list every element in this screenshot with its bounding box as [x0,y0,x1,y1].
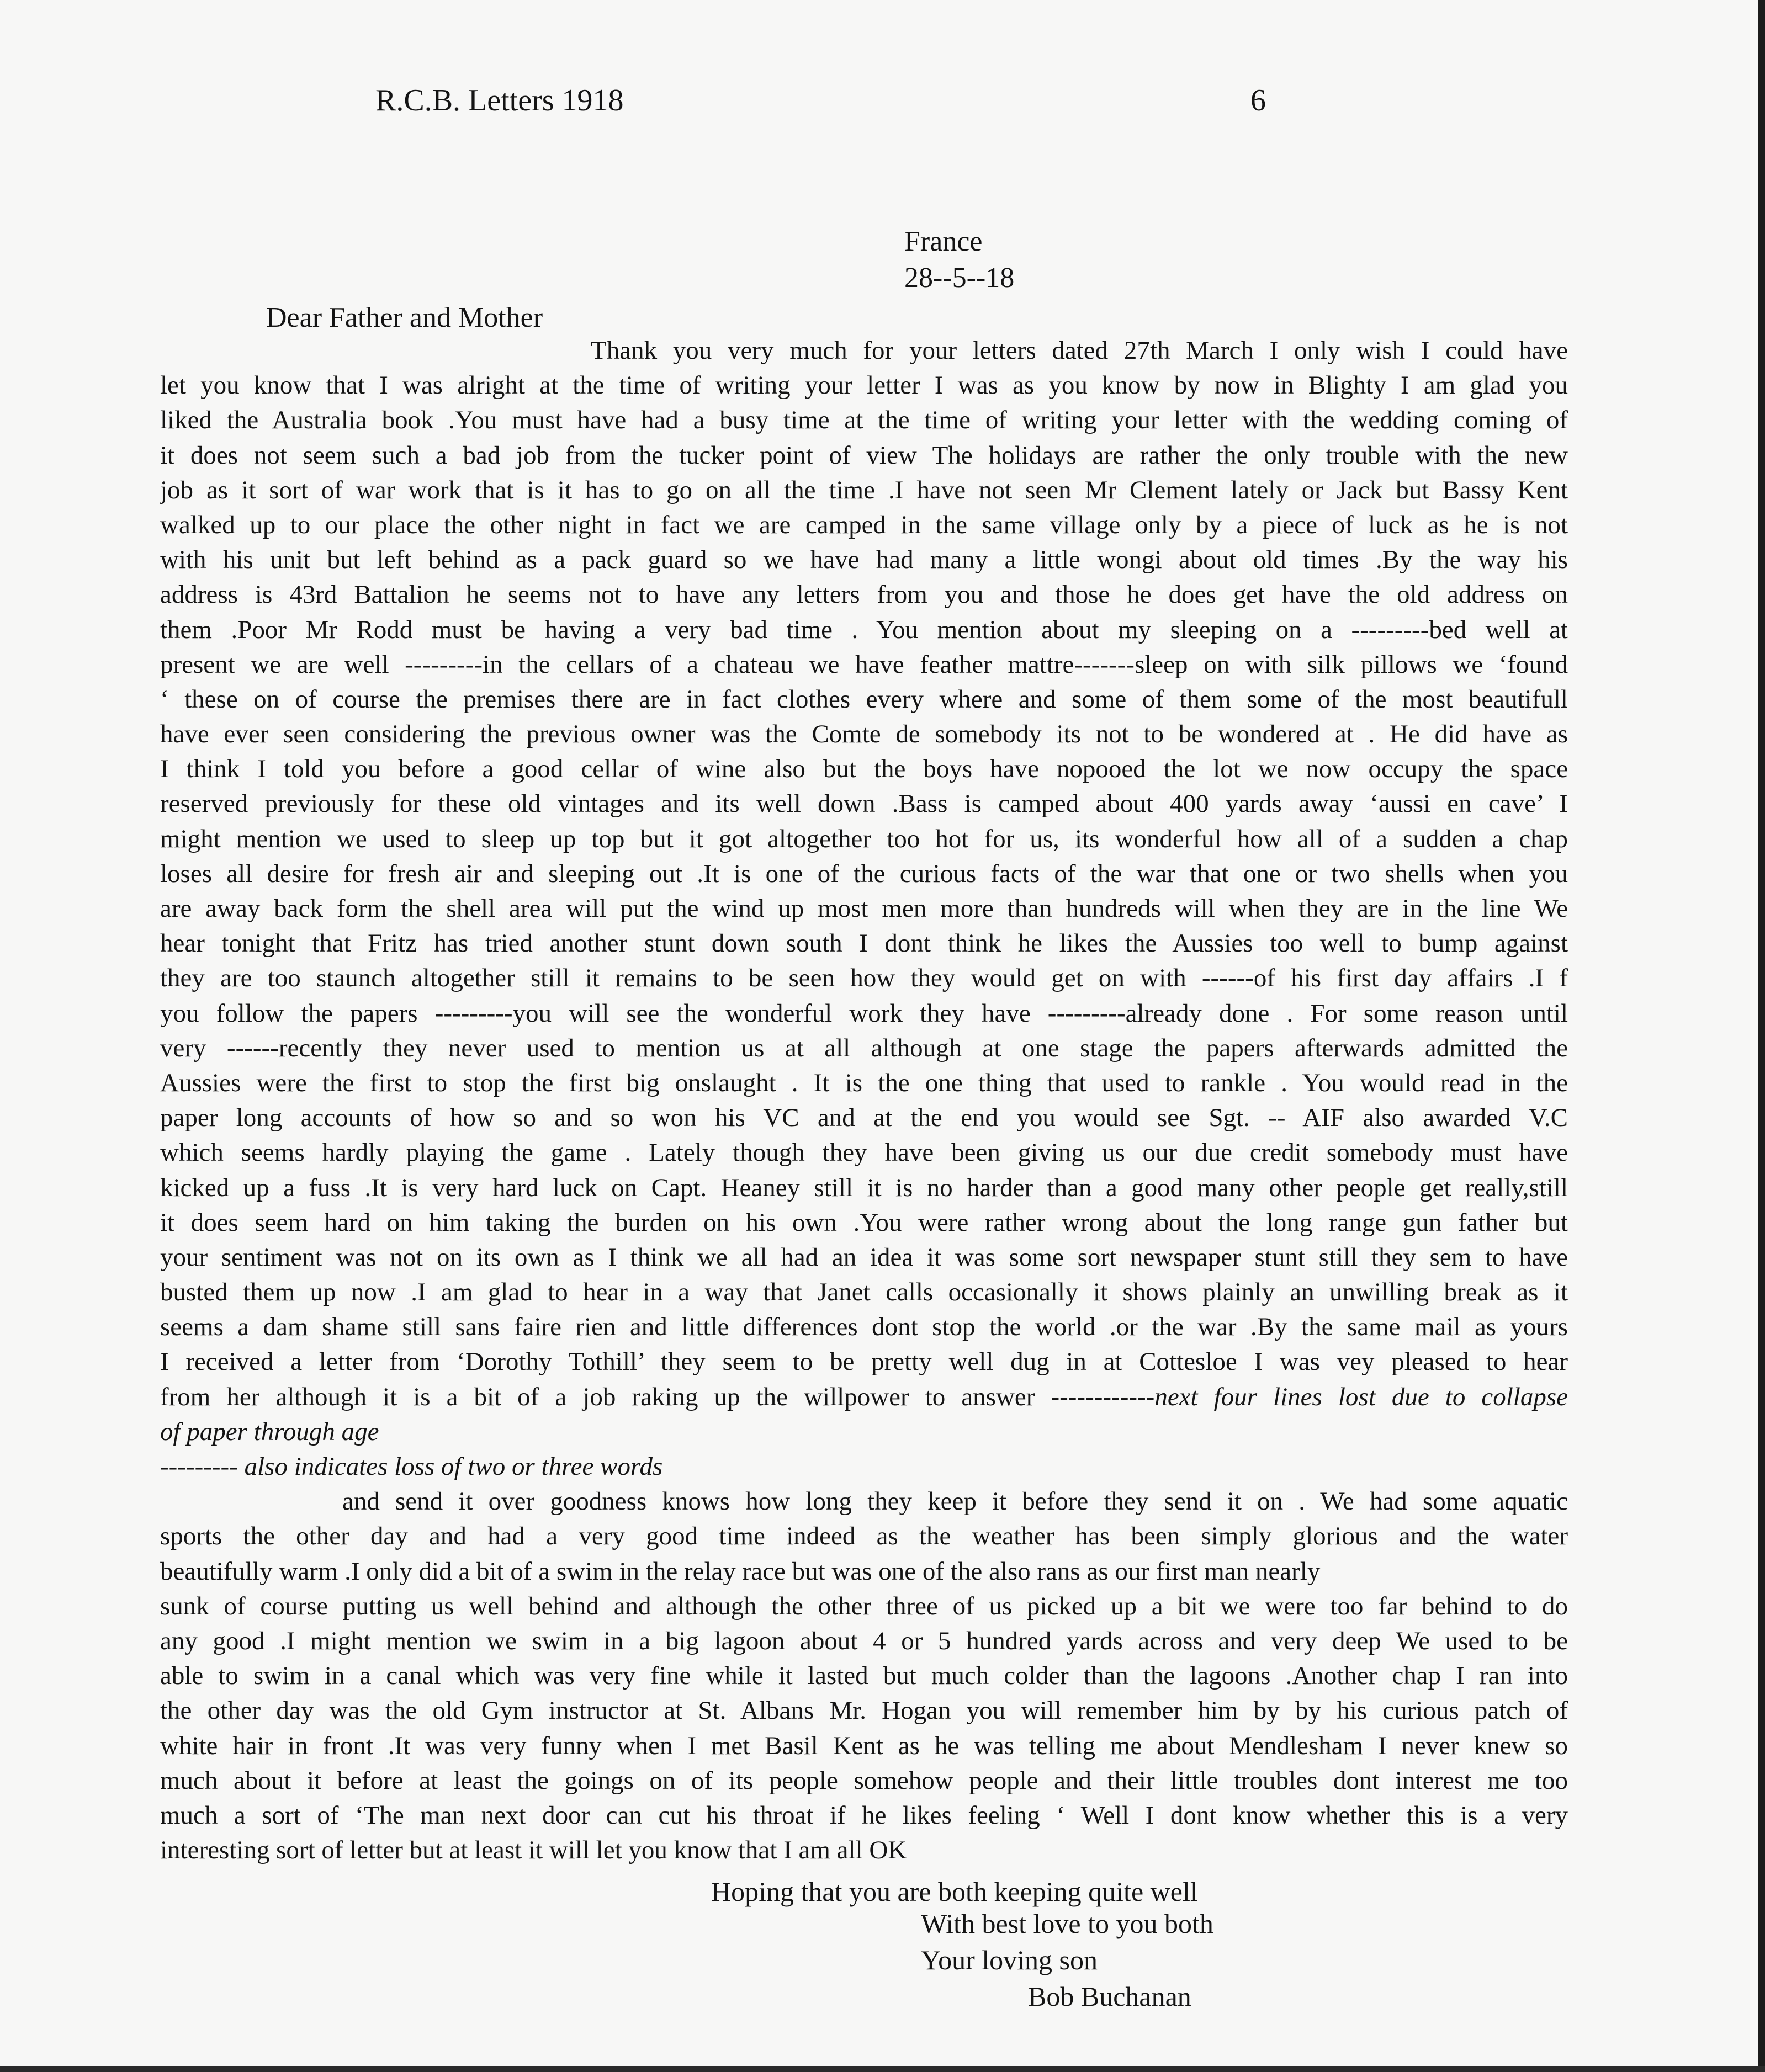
letter-salutation: Dear Father and Mother [266,302,543,333]
body-line: the other day was the old Gym instructor at St. Albans Mr. Hogan you will remember him by by his curious patch of [160,1696,1568,1725]
body-line: seems a dam shame still sans faire rien and little differences dont stop the world .or the war .By the same mail as yours [160,1313,1568,1342]
body-line: I received a letter from ‘Dorothy Tothill’ they seem to be pretty well dug in at Cottesloe I was vey pleased to hear [160,1347,1568,1377]
body-line: much about it before at least the goings on of its people somehow people and their little troubles dont interest me too [160,1766,1568,1795]
body-line: they are too staunch altogether still it remains to be seen how they would get on with ------of his first day affairs .I f [160,964,1568,993]
scan-edge-bottom [0,2066,1765,2072]
body-line: it does not seem such a bad job from the tucker point of view The holidays are rather the only trouble with the new [160,440,1568,470]
body-line: it does seem hard on him taking the burden on his own .You were rather wrong about the long range gun father but [160,1208,1568,1237]
editor-note: next four lines lost due to collapse [1154,1382,1568,1411]
body-line: and send it over goodness knows how long they keep it before they send it on . We had some aquatic [342,1487,1568,1516]
body-line: let you know that I was alright at the time of writing your letter I was as you know by now in Blighty I am glad you [160,371,1568,400]
body-line: with his unit but left behind as a pack guard so we have had many a little wongi about old times .By the way his [160,545,1568,575]
body-line: reserved previously for these old vintages and its well down .Bass is camped about 400 yards away ‘aussi en cave’ I [160,789,1568,819]
closing-line: Hoping that you are both keeping quite well [711,1876,1198,1907]
body-line: paper long accounts of how so and so won his VC and at the end you would see Sgt. -- AIF also awarded V.C [160,1103,1568,1133]
body-line: which seems hardly playing the game . Lately though they have been giving us our due credit somebody must have [160,1138,1568,1167]
letter-place: France [904,226,983,257]
body-line: beautifully warm .I only did a bit of a swim in the relay race but was one of the also rans as our first man nearly [160,1556,1321,1586]
body-line: sports the other day and had a very good time indeed as the weather has been simply glorious and the water [160,1522,1568,1551]
header-title: R.C.B. Letters 1918 [375,83,624,118]
signature: Bob Buchanan [1028,1981,1191,2012]
letter-body [160,333,1568,1868]
body-line: kicked up a fuss .It is very hard luck on Capt. Heaney still it is no harder than a good many other people get really,still [160,1173,1568,1202]
body-line: have ever seen considering the previous owner was the Comte de somebody its not to be wondered at . He did have as [160,720,1568,749]
body-line: interesting sort of letter but at least it will let you know that I am all OK [160,1836,907,1865]
body-line: job as it sort of war work that is it has to go on all the time .I have not seen Mr Clement lately or Jack but Bassy Kent [160,475,1568,504]
body-line: very ------recently they never used to mention us at all although at one stage the papers afterwards admitted the [160,1033,1568,1062]
body-line: white hair in front .It was very funny when I met Basil Kent as he was telling me about Mendlesham I never knew so [160,1731,1568,1760]
body-line: busted them up now .I am glad to hear in a way that Janet calls occasionally it shows plainly an unwilling break as it [160,1278,1568,1307]
legend-text: also indicates loss of two or three words [237,1452,663,1481]
body-line: much a sort of ‘The man next door can cut his throat if he likes feeling ‘ Well I dont know whether this is a very [160,1800,1568,1830]
body-line: are away back form the shell area will put the wind up most men more than hundreds will when they are in the line We [160,894,1568,923]
body-line: hear tonight that Fritz has tried another stunt down south I dont think he likes the Aussies too well to bump against [160,929,1568,958]
body-line: you follow the papers ---------you will see the wonderful work they have ---------already done . For some reason until [160,998,1568,1028]
body-line: your sentiment was not on its own as I think we all had an idea it was some sort newspaper stunt still they sem to have [160,1242,1568,1272]
legend-dashes: --------- [160,1452,238,1481]
body-line: ‘ these on of course the premises there are in fact clothes every where and some of them some of the most beautifull [160,684,1568,714]
body-line: any good .I might mention we swim in a big lagoon about 4 or 5 hundred yards across and very deep We used to be [160,1626,1568,1655]
page-number: 6 [1250,83,1266,118]
body-line: Thank you very much for your letters dated 27th March I only wish I could have [591,336,1568,365]
body-line: liked the Australia book .You must have had a busy time at the time of writing your letter with the wedding coming of [160,406,1568,435]
body-line: them .Poor Mr Rodd must be having a very bad time . You mention about my sleeping on a ---------bed well at [160,615,1568,644]
body-line-text: from her although it is a bit of a job raking up the willpower to answer ------------ [160,1382,1155,1411]
scan-edge-right [1758,0,1765,2072]
body-line: loses all desire for fresh air and sleeping out .It is one of the curious facts of the war that one or two shells when you [160,859,1568,888]
closing-line: With best love to you both [921,1908,1213,1939]
closing-line: Your loving son [921,1945,1098,1975]
editor-legend [160,1449,1568,1484]
body-line: might mention we used to sleep up top but it got altogether too hot for us, its wonderful how all of a sudden a chap [160,824,1568,853]
body-line: present we are well ---------in the cellars of a chateau we have feather mattre-------sleep on with silk pillows we ‘found [160,650,1568,679]
body-line: able to swim in a canal which was very fine while it lasted but much colder than the lagoons .Another chap I ran into [160,1661,1568,1691]
body-line: address is 43rd Battalion he seems not to have any letters from you and those he does get have the old address on [160,580,1568,609]
body-line: I think I told you before a good cellar of wine also but the boys have nopooed the lot we now occupy the space [160,755,1568,784]
body-line: Aussies were the first to stop the first big onslaught . It is the one thing that used to rankle . You would read in the [160,1068,1568,1097]
body-line: walked up to our place the other night in fact we are camped in the same village only by a piece of luck as he is not [160,510,1568,539]
letter-date: 28--5--18 [904,262,1015,294]
body-line-with-note [160,1380,1568,1415]
editor-note-continuation: of paper through age [160,1417,379,1446]
body-line: sunk of course putting us well behind and although the other three of us picked up a bit we were too far behind to do [160,1591,1568,1621]
